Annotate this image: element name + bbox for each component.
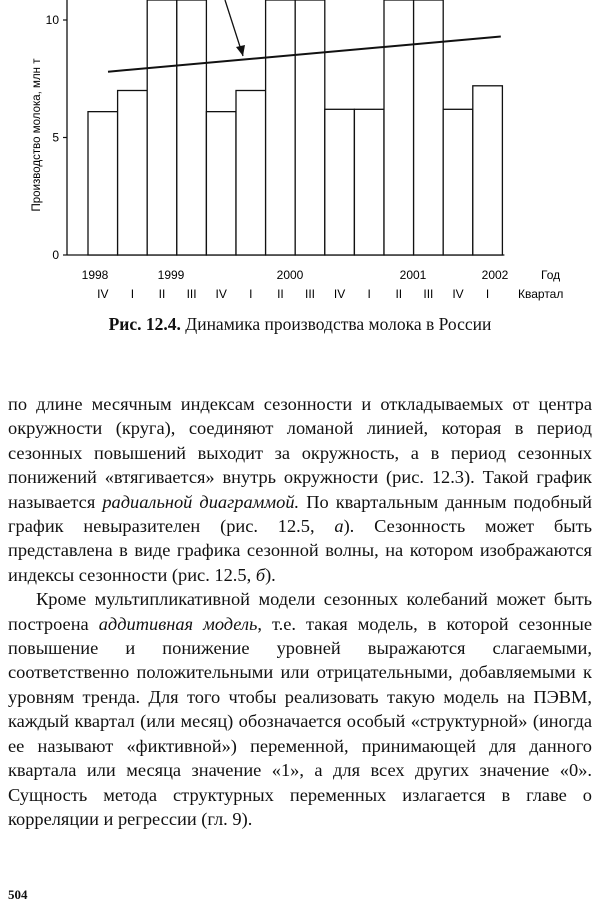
quarter-label: III: [423, 287, 434, 301]
bar: [295, 0, 325, 255]
p2-text-1: Кроме мультипликативной модели сезонных колебаний может быть построена: [8, 589, 592, 634]
y-tick-label: 10: [45, 13, 59, 27]
figure-caption-label: Рис. 12.4.: [108, 314, 181, 334]
quarter-label: I: [367, 287, 371, 301]
bar: [147, 0, 177, 255]
bar: [473, 86, 503, 255]
bar: [384, 0, 414, 255]
milk-production-chart: [0, 0, 600, 310]
year-label: 2002: [481, 268, 509, 282]
quarter-row-label: Квартал: [518, 287, 564, 301]
bar: [266, 0, 296, 255]
bar: [236, 91, 266, 256]
year-label: 2000: [276, 268, 304, 282]
bar: [325, 109, 355, 255]
y-tick-label: 5: [52, 130, 59, 145]
quarter-label: I: [485, 287, 490, 301]
bar: [177, 0, 207, 255]
p1-ref-b: б: [255, 564, 266, 585]
quarter-label: IV: [333, 287, 346, 301]
bar: [354, 109, 384, 255]
figure-caption-text: Динамика производства молока в России: [185, 314, 492, 334]
annotation-arrowhead: [236, 45, 245, 56]
quarter-label: III: [304, 287, 316, 301]
quarter-label: I: [130, 287, 135, 301]
y-tick-label: 0: [52, 248, 59, 262]
bars-group: [88, 0, 502, 255]
body-text: [8, 392, 592, 831]
year-label: 1998: [81, 268, 109, 282]
paragraph-2: [8, 587, 592, 831]
year-label: 2001: [399, 268, 427, 282]
quarter-label: III: [186, 287, 197, 301]
bar: [443, 109, 473, 255]
quarter-label: IV: [97, 287, 109, 301]
p1-ref-a: а: [334, 516, 344, 537]
p1-text-2: По квартальным данным подобный график невыразителен (рис. 12.5,: [8, 491, 592, 537]
p1-text-1: по длине месячным индексам сезонности и откладываемых от центра окружности (круга), соединяют ломаной линией, которая в период сезонных повышений выходит за окружность, а в период сезонных понижений «втягивается» внутрь окружности (рис. 12.3). Такой график называется: [8, 394, 592, 512]
p1-text-3: ). Сезонность может быть представлена в виде графика сезонной волны, на котором изображаются индексы сезонности (рис. 12.5,: [8, 516, 592, 585]
paragraph-1: [8, 392, 592, 587]
year-label: Год: [541, 268, 561, 282]
bar: [88, 112, 118, 255]
figure-caption: [0, 314, 600, 335]
bar: [414, 0, 444, 255]
bar: [118, 91, 148, 256]
p2-term-additive-model: аддитивная модель: [98, 613, 258, 634]
quarter-label: II: [395, 287, 403, 301]
y-axis-label: Производство молока, млн т: [31, 58, 43, 212]
quarter-label: II: [158, 287, 166, 301]
year-label: 1999: [157, 268, 185, 282]
quarter-label: IV: [452, 287, 464, 301]
x-axis-labels: [82, 268, 564, 301]
quarter-label: I: [249, 287, 253, 301]
bar: [206, 112, 236, 255]
quarter-label: II: [277, 287, 284, 301]
p2-text-2: , т.е. такая модель, в которой сезонные повышение и понижение уровней выражаются слагаемыми, соответственно положительными или отрицательными, добавляемыми к уровням тренда. Для того чтобы реализовать такую модель на ПЭВМ, каждый квартал (или месяц) обозначается особый «структурной» (иногда ее называют «фиктивной») переменной, принимающей для данного квартала или месяца значение «1», а для всех других значение «0». Сущность метода структурных переменных излагается в главе о корреляции и регрессии (гл. 9).: [8, 613, 592, 829]
page-number: 504: [8, 887, 28, 902]
quarter-label: IV: [215, 287, 227, 301]
p1-text-4: ).: [265, 564, 276, 585]
p1-term-radial-diagram: радиальной диаграммой.: [102, 491, 300, 512]
